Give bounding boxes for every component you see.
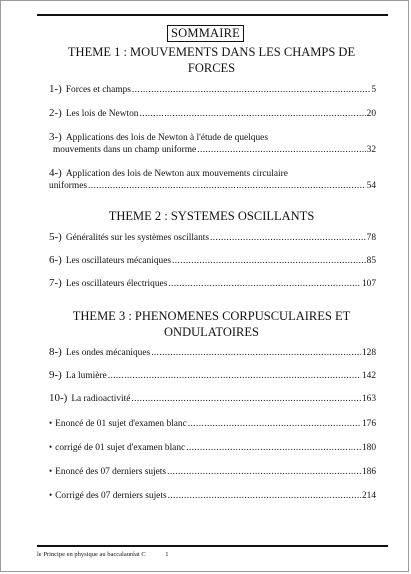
leader-dots [197,144,365,156]
leader-dots [88,180,366,192]
toc-entry-9[interactable]: 9-) La lumière ..... 142 [49,369,376,382]
leader-dots [168,490,361,502]
leader-dots [167,466,361,478]
toc-entry-7[interactable]: 7-) Les oscillateurs électriques ..... 107 [49,277,376,290]
leader-dots [168,278,361,290]
toc-bullet-4[interactable]: • Corrigé des 07 derniers sujets ..... 214 [49,489,376,502]
bullet-icon: • [49,418,53,428]
top-rule [37,14,388,16]
toc-entry-5[interactable]: 5-) Généralités sur les systèmes oscillants ..... 78 [49,231,376,244]
leader-dots [132,84,370,96]
toc-entry-2[interactable]: 2-) Les lois de Newton ..... 20 [49,107,376,120]
toc-entry-4[interactable]: 4-) Application des lois de Newton aux mouvements circulaire uniformes ..... 54 [49,167,376,192]
toc-bullet-3[interactable]: • Enoncé des 07 derniers sujets ..... 186 [49,465,376,478]
bullet-icon: • [49,442,53,452]
footer-page-number: 1 [165,551,169,558]
toc-entry-6[interactable]: 6-) Les oscillateurs mécaniques ..... 85 [49,254,376,267]
sommaire-heading [1,24,410,42]
sommaire-heading-text: SOMMAIRE [167,25,244,42]
leader-dots [108,370,361,382]
leader-dots [210,232,366,244]
toc-entry-1[interactable]: 1-) Forces et champs ..... 5 [49,83,376,96]
leader-dots [131,393,361,405]
bottom-rule [37,545,388,547]
page-footer [37,551,169,559]
leader-dots [151,347,361,359]
bullet-icon: • [49,466,53,476]
toc-entry-8[interactable]: 8-) Les ondes mécaniques ..... 128 [49,346,376,359]
footer-text: le Principe en physique au baccalauréat C [37,551,146,558]
theme-3-heading: THEME 3 : PHENOMENES CORPUSCULAIRES ET ONDULATOIRES [72,309,351,339]
toc-bullet-2[interactable]: • corrigé de 01 sujet d'examen blanc ..... 180 [49,441,376,454]
theme-2-heading: THEME 2 : SYSTEMES OSCILLANTS [108,209,315,223]
bullet-icon: • [49,490,53,500]
leader-dots [172,255,366,267]
toc-bullet-1[interactable]: • Enoncé de 01 sujet d'examen blanc ..... 176 [49,417,376,430]
leader-dots [139,108,365,120]
leader-dots [186,442,361,454]
theme-1-heading: THEME 1 : MOUVEMENTS DANS LES CHAMPS DE FORCES [67,45,356,75]
toc-entry-3[interactable]: 3-) Applications des lois de Newton à l'étude de quelques mouvements dans un champ uniforme ..... 32 [49,131,376,156]
toc-entry-10[interactable]: 10-) La radioactivité ..... 163 [49,392,376,405]
leader-dots [188,418,361,430]
